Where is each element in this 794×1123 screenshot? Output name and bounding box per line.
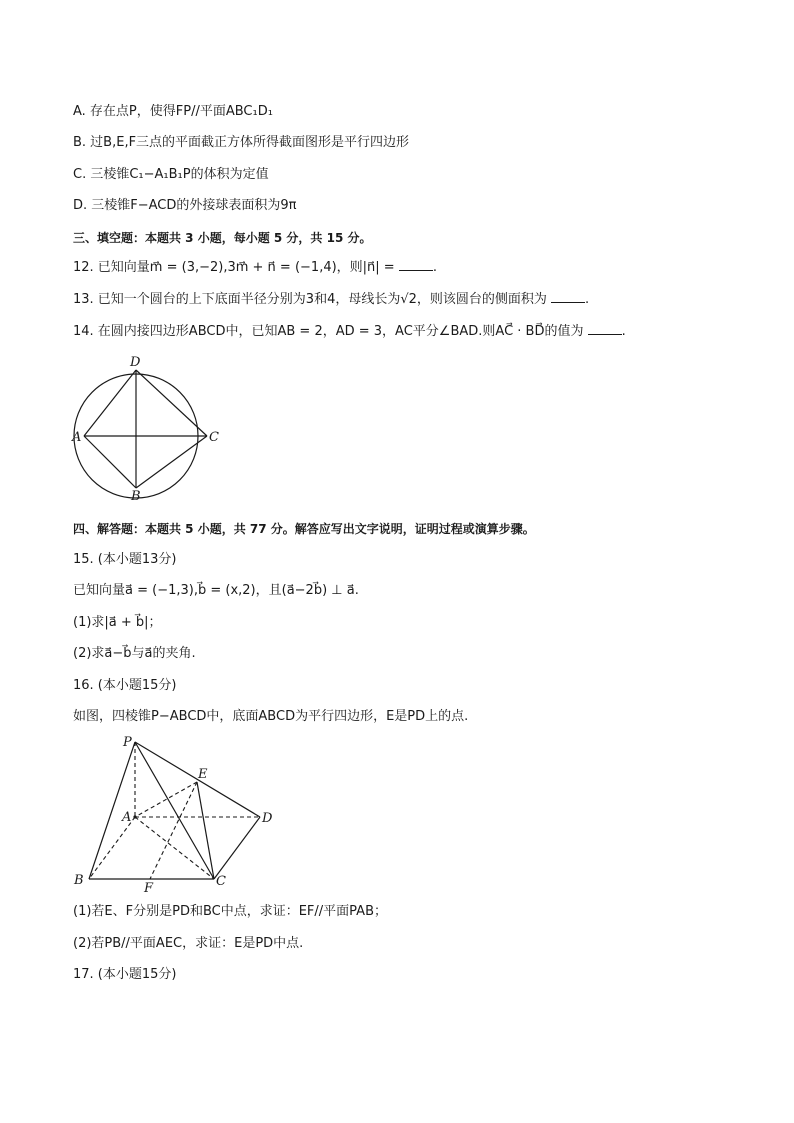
pyramid-label-d: D: [262, 811, 273, 826]
pyramid-label-f: F: [144, 881, 154, 896]
question-15-heading: 15. (本小题13分): [73, 552, 177, 567]
question-17-heading: 17. (本小题15分): [73, 967, 177, 982]
question-16-heading: 16. (本小题15分): [73, 678, 177, 693]
section-4-heading: 四、解答题：本题共 5 小题，共 77 分。解答应写出文字说明，证明过程或演算步骤。: [73, 522, 535, 536]
pyramid-label-a: A: [122, 810, 132, 825]
diagonal-ac: [135, 817, 214, 879]
question-13: 13. 已知一个圆台的上下底面半径分别为3和4，母线长为√2，则该圆台的侧面积为 .: [73, 292, 590, 307]
edge-dc: [136, 370, 207, 436]
answer-blank-14[interactable]: [588, 322, 622, 335]
question-15-body: 已知向量a⃗ = (−1,3),b⃗ = (x,2)，且(a⃗−2b⃗) ⊥ a⃗.: [73, 583, 359, 598]
pyramid-label-p: P: [123, 735, 132, 750]
segment-ea: [135, 782, 197, 817]
question-12-text: 12. 已知向量m⃗ = (3,−2),3m⃗ + n⃗ = (−1,4)，则|n⃗| =: [73, 260, 395, 275]
question-15-part-2: (2)求a⃗−b⃗与a⃗的夹角.: [73, 646, 196, 661]
answer-blank-13[interactable]: [551, 290, 585, 303]
pyramid-label-c: C: [216, 874, 226, 889]
circle-quadrilateral-figure: [70, 350, 230, 505]
pyramid-label-b: B: [74, 873, 84, 888]
pyramid-label-e: E: [198, 767, 208, 782]
edge-ab: [89, 817, 135, 879]
edge-cb: [136, 436, 207, 488]
edge-cd: [214, 817, 260, 879]
answer-blank-12[interactable]: [399, 258, 433, 271]
pyramid-figure: [70, 728, 285, 898]
question-15-part-1: (1)求|a⃗ + b⃗|；: [73, 615, 162, 630]
question-14-text: 14. 在圆内接四边形ABCD中，已知AB = 2，AD = 3，AC平分∠BAD.则AC⃗ · BD⃗的值为: [73, 324, 584, 339]
question-16-part-1: (1)若E、F分别是PD和BC中点，求证：EF//平面PAB；: [73, 904, 387, 919]
circle-label-a: A: [72, 430, 82, 445]
section-3-heading: 三、填空题：本题共 3 小题，每小题 5 分，共 15 分。: [73, 231, 372, 245]
circle-label-b: B: [131, 489, 141, 504]
circle-label-c: C: [209, 430, 219, 445]
option-d: D. 三棱锥F−ACD的外接球表面积为9π: [73, 198, 297, 213]
question-16-part-2: (2)若PB//平面AEC，求证：E是PD中点.: [73, 936, 304, 951]
point-a: [133, 815, 136, 818]
option-c: C. 三棱锥C₁−A₁B₁P的体积为定值: [73, 167, 269, 182]
question-12: 12. 已知向量m⃗ = (3,−2),3m⃗ + n⃗ = (−1,4)，则|n⃗| = .: [73, 260, 437, 275]
option-b: B. 过B,E,F三点的平面截正方体所得截面图形是平行四边形: [73, 135, 410, 150]
segment-ef: [150, 782, 197, 879]
question-14: 14. 在圆内接四边形ABCD中，已知AB = 2，AD = 3，AC平分∠BAD.则AC⃗ · BD⃗的值为 .: [73, 324, 626, 339]
question-13-text: 13. 已知一个圆台的上下底面半径分别为3和4，母线长为√2，则该圆台的侧面积为: [73, 292, 547, 307]
circle-label-d: D: [130, 355, 141, 370]
option-a: A. 存在点P，使得FP//平面ABC₁D₁: [73, 104, 273, 119]
question-16-body: 如图，四棱锥P−ABCD中，底面ABCD为平行四边形，E是PD上的点.: [73, 709, 469, 724]
